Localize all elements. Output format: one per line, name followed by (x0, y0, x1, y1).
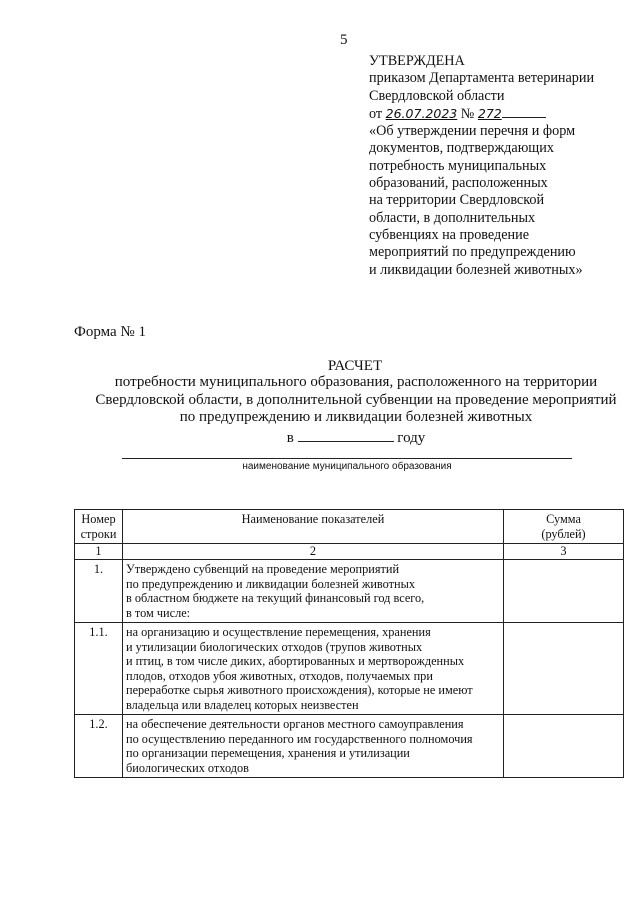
year-line (80, 429, 632, 448)
table-row (75, 623, 624, 715)
row-number: 1. (75, 560, 123, 623)
row-number: 1.1. (75, 623, 123, 715)
row-sum (504, 715, 624, 778)
header-row-number (75, 510, 123, 544)
approval-quote-line: и ликвидации болезней животных» (369, 261, 583, 278)
approval-quote-line: документов, подтверждающих (369, 140, 554, 157)
approval-quote-line: потребность муниципальных (369, 157, 547, 174)
approval-block (369, 53, 631, 279)
row-sum (504, 623, 624, 715)
column-index: 3 (504, 544, 624, 560)
row-text-line: владельца или владелец которых неизвестен (126, 697, 359, 712)
row-description (123, 715, 504, 778)
row-text-line: по осуществлению переданного им государственного полномочия (126, 731, 473, 746)
header-row-number-line: строки (80, 526, 117, 541)
row-text-line: на обеспечение деятельности органов местного самоуправления (126, 717, 464, 731)
header-indicator-name: Наименование показателей (123, 510, 504, 544)
column-index: 2 (123, 544, 504, 560)
table-row (75, 715, 624, 778)
header-sum-line: (рублей) (541, 526, 586, 541)
row-text-line: и утилизации биологических отходов (трупов животных (126, 639, 423, 654)
column-index: 1 (75, 544, 123, 560)
row-description (123, 560, 504, 623)
year-blank (298, 429, 394, 442)
handwritten-date: 26.07.2023 (385, 105, 458, 121)
from-label: от (369, 105, 383, 122)
row-description (123, 623, 504, 715)
page-number: 5 (340, 32, 348, 48)
indicators-table (74, 509, 624, 778)
year-suffix: году (397, 429, 426, 446)
row-sum (504, 560, 624, 623)
approval-line-1: приказом Департамента ветеринарии (369, 70, 595, 87)
row-text-line: в том числе: (126, 605, 191, 620)
header-sum-line: Сумма (546, 512, 581, 526)
form-number: Форма № 1 (74, 324, 146, 340)
document-subtitle (80, 374, 632, 447)
approval-date-line (369, 105, 631, 123)
approval-line-2: Свердловской области (369, 87, 505, 104)
municipality-blank-line (122, 458, 572, 459)
header-sum (504, 510, 624, 544)
row-text-line: по организации перемещения, хранения и утилизации (126, 746, 410, 760)
row-text-line: по предупреждению и ликвидации болезней животных (126, 576, 416, 591)
table-row (75, 560, 624, 623)
column-index-row (75, 544, 624, 560)
approval-quote-line: образований, расположенных (369, 175, 548, 192)
row-text-line: в областном бюджете на текущий финансовый год всего, (126, 591, 425, 605)
approval-quote-line: на территории Свердловской (369, 192, 545, 209)
row-text-line: плодов, отходов убоя животных, отходов, получаемых при (126, 668, 433, 683)
subtitle-line: Свердловской области, в дополнительной субвенции на проведение мероприятий (95, 391, 617, 408)
handwritten-number: 272 (477, 105, 502, 121)
approval-quote-line: «Об утверждении перечня и форм (369, 123, 576, 140)
subtitle-line: потребности муниципального образования, расположенного на территории (114, 374, 598, 390)
approval-heading: УТВЕРЖДЕНА (369, 53, 465, 69)
row-text-line: Утверждено субвенций на проведение мероприятий (126, 562, 400, 576)
number-underline (502, 105, 546, 118)
number-label: № (460, 105, 475, 122)
subtitle-line: по предупреждению и ликвидации болезней животных (179, 409, 533, 425)
row-text-line: на организацию и осуществление перемещения, хранения (126, 625, 431, 639)
row-number: 1.2. (75, 715, 123, 778)
header-row-number-line: Номер (81, 512, 116, 526)
municipality-caption: наименование муниципального образования (242, 461, 452, 472)
approval-quote-line: мероприятий по предупреждению (369, 244, 576, 261)
row-text-line: и птиц, в том числе диких, абортированных и мертворожденных (126, 654, 465, 668)
year-prefix: в (286, 429, 294, 446)
approval-quote-line: области, в дополнительных (369, 209, 536, 226)
table-header-row (75, 510, 624, 544)
row-text-line: биологических отходов (126, 760, 249, 775)
approval-quote-line: субвенциях на проведение (369, 226, 530, 243)
row-text-line: переработке сырья животного происхождения), которые не имеют (126, 683, 473, 697)
document-title: РАСЧЕТ (327, 358, 383, 374)
